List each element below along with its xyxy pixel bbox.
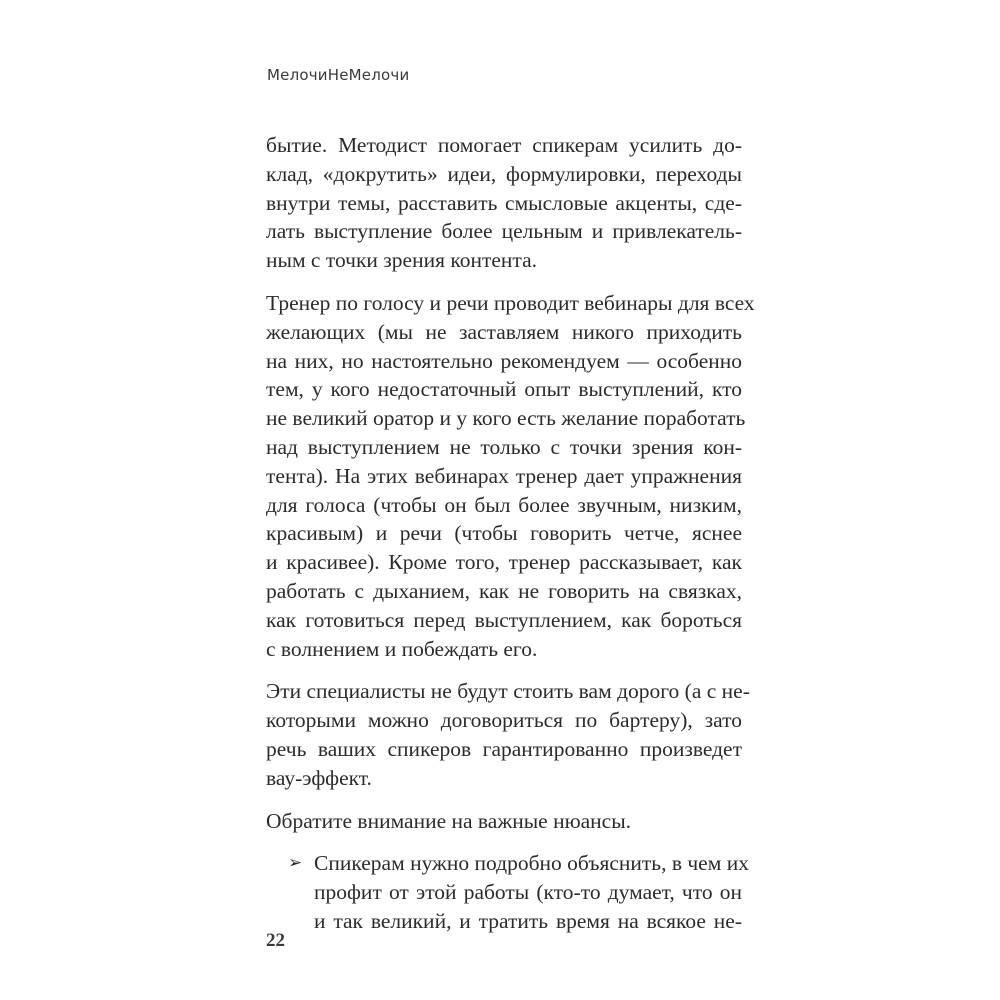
text-line: Спикерам нужно подробно объяснить, в чем их [314, 851, 749, 876]
text-line: Тренер по голосу и речи проводит вебинары для всех [266, 290, 755, 315]
text-line: красивым) и речи (чтобы говорить четче, яснее [266, 521, 742, 546]
text-line: с волнением и побеждать его. [266, 636, 538, 661]
text-line: лать выступление более цельным и привлекатель- [266, 219, 742, 244]
text-line: желающих (мы не заставляем никого приходить [266, 319, 742, 344]
text-line: Обратите внимание на важные нюансы. [266, 808, 632, 833]
text-line: вау-эффект. [266, 765, 372, 790]
list-item [266, 849, 749, 935]
paragraph-nuances-intro [266, 807, 742, 836]
text-line: бытие. Методист помогает спикерам усилить до- [266, 133, 742, 157]
text-line: Эти специалисты не будут стоить вам дорого (а с не- [266, 679, 750, 704]
text-line: как готовиться перед выступлением, как бороться [266, 607, 742, 632]
text-line: и красивее). Кроме того, тренер рассказывает, как [266, 550, 742, 575]
page-number: 22 [266, 930, 285, 951]
paragraph-methodologist [266, 131, 742, 275]
text-line: профит от этой работы (кто-то думает, что он [314, 880, 742, 905]
text-line: ным с точки зрения контента. [266, 248, 537, 273]
arrowhead-bullet-icon: ➢ [288, 853, 303, 874]
text-line: на них, но настоятельно рекомендуем — особенно [266, 348, 742, 373]
body-text [266, 131, 755, 936]
text-line: тента). На этих вебинарах тренер дает упражнения [266, 463, 742, 488]
running-head: МелочиНеМелочи [267, 66, 410, 84]
text-line: над выступлением не только с точки зрения кон- [266, 434, 742, 459]
text-line: тем, у кого недостаточный опыт выступлений, кто [266, 377, 742, 402]
text-line: речь ваших спикеров гарантированно произведет [266, 736, 742, 761]
text-line: не великий оратор и у кого есть желание поработать [266, 406, 746, 431]
text-line: работать с дыханием, как не говорить на связках, [266, 578, 742, 603]
text-line: клад, «докрутить» идеи, формулировки, переходы [266, 161, 742, 186]
paragraph-specialists-cost [266, 677, 750, 792]
paragraph-voice-trainer [266, 289, 755, 663]
text-line: и так великий, и тратить время на всякое не- [314, 908, 742, 933]
text-line: которыми можно договориться по бартеру), зато [266, 708, 742, 733]
text-line: для голоса (чтобы он был более звучным, низким, [266, 492, 742, 517]
text-line: внутри темы, расставить смысловые акценты, сде- [266, 190, 742, 215]
nuances-list [266, 849, 749, 935]
